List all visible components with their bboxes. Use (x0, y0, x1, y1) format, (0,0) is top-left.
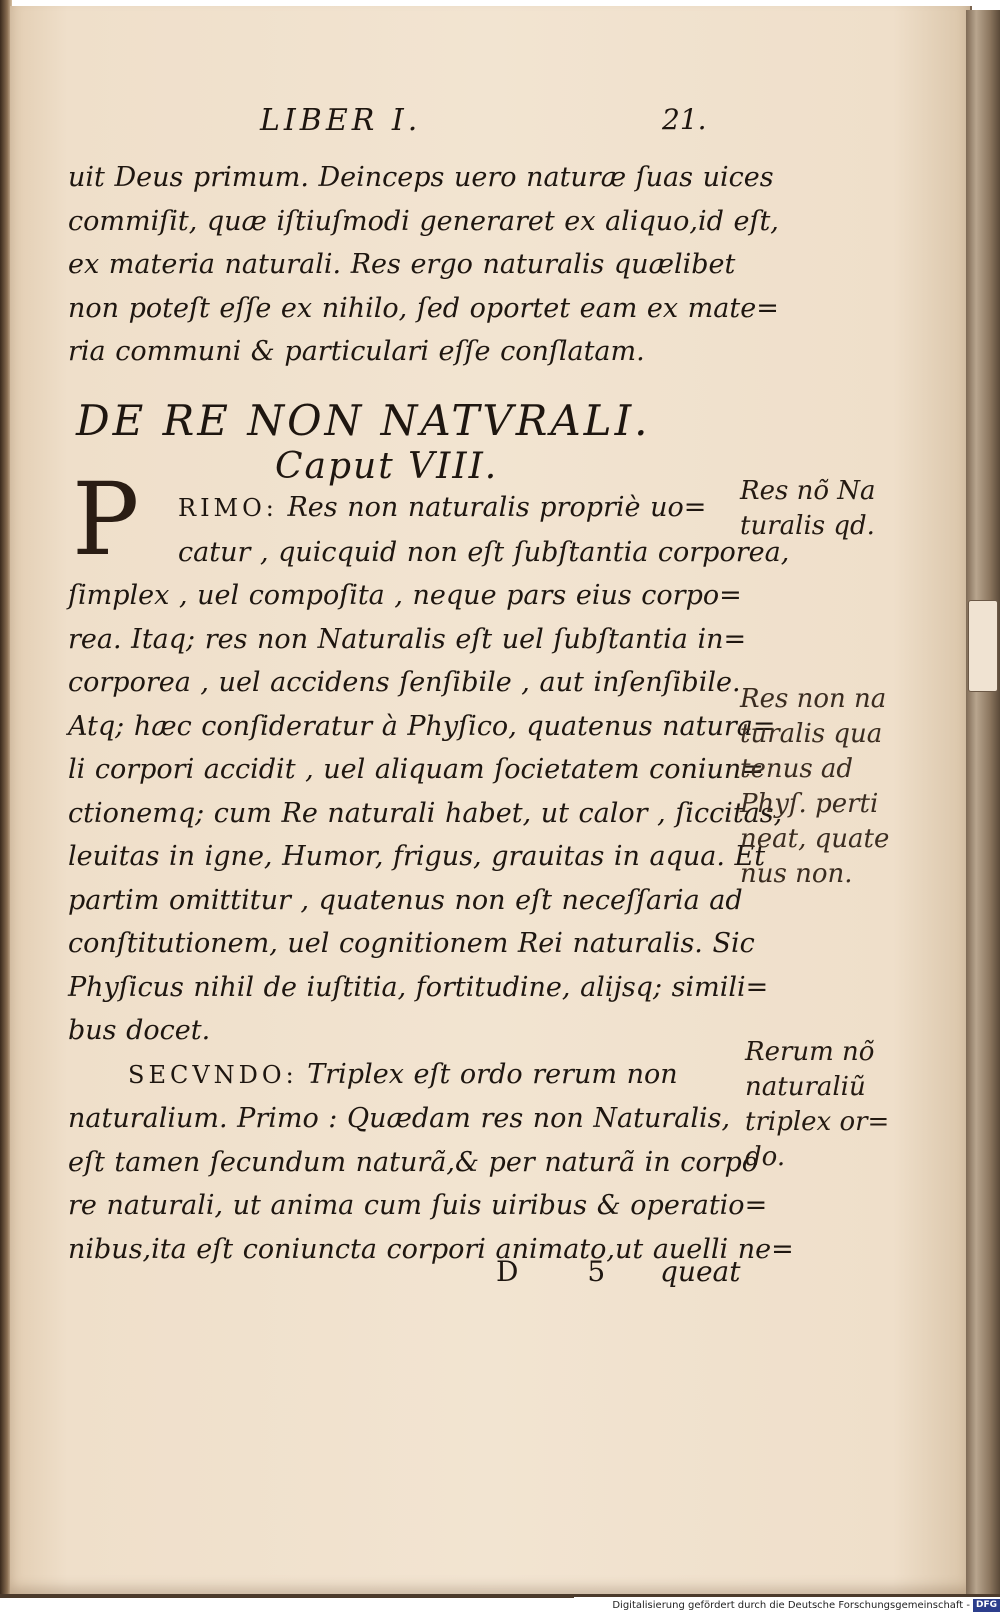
chapter-subheading: Caput VIII. (275, 446, 499, 487)
margin-note-line: Res nõ Na (740, 476, 876, 506)
text-line: rea. Itaq; res non Naturalis eſt uel ſubſtantia in= (68, 623, 747, 655)
text-line: commiſit, quæ iſtiuſmodi generaret ex aliquo,id eſt, (68, 205, 779, 237)
lead-word: SECVNDO: (128, 1060, 298, 1089)
text-line: ex materia naturali. Res ergo naturalis quælibet (68, 249, 736, 280)
text-line: non poteſt eſſe ex nihilo, ſed oportet eam ex mate= (68, 292, 779, 324)
margin-note (740, 474, 875, 544)
text-line: re naturali, ut anima cum ſuis uiribus & operatio= (68, 1190, 768, 1221)
margin-note-line: triplex or= (745, 1107, 890, 1137)
drop-cap: P (72, 461, 140, 578)
text-line: ſimplex , uel compoſita , neque pars eius corpo= (68, 580, 742, 611)
text-line: eſt tamen ſecundum naturã,& per naturã in corpo (68, 1146, 759, 1178)
margin-note-line: tenus ad (740, 754, 854, 784)
text-line: Phyſicus nihil de iuſtitia, fortitudine, alijsq; simili= (68, 971, 769, 1003)
text-line (68, 486, 748, 531)
catchword: queat (660, 1255, 741, 1288)
intro-paragraph (68, 156, 779, 374)
digitization-credit (574, 1597, 1000, 1615)
dfg-logo: DFG (973, 1599, 1000, 1612)
credit-text: Digitalisierung gefördert durch die Deutsche Forschungsgemeinschaft - (612, 1600, 970, 1611)
margin-note-line: neat, quate (740, 824, 890, 854)
margin-note (740, 682, 889, 892)
margin-note-line: turalis qd. (740, 511, 875, 541)
text-line: conſtitutionem, uel cognitionem Rei naturalis. Sic (68, 928, 755, 959)
signature-mark: D 5 (496, 1255, 636, 1288)
text-line: nibus,ita eſt coniuncta corpori animato,ut auelli ne= (68, 1233, 794, 1265)
text-line: partim omittitur , quatenus non eſt neceſſaria ad (68, 884, 743, 916)
margin-note-line: turalis qua (740, 719, 883, 749)
text-line (68, 1053, 748, 1098)
text-line-rest: Res non naturalis propriè uo= (277, 492, 707, 523)
paragraph-primo (68, 486, 794, 1271)
text-line: catur , quicquid non eſt ſubſtantia corporea, (178, 536, 790, 568)
margin-note-line: do. (745, 1142, 786, 1172)
running-head: LIBER I. (260, 103, 422, 138)
lead-word: RIMO: (178, 494, 278, 522)
text-line: Atq; hæc conſideratur à Phyſico, quatenus natura= (68, 710, 776, 742)
margin-note-line: Rerum nõ (745, 1037, 875, 1067)
margin-note-line: Res non na (740, 684, 887, 714)
text-line: uit Deus primum. Deinceps uero naturæ ſuas uices (68, 162, 774, 193)
text-line: ctionemq; cum Re naturali habet, ut calor , ſiccitas, (68, 797, 783, 829)
text-line: corporea , uel accidens ſenſibile , aut inſenſibile. (68, 667, 741, 698)
margin-note-line: nus non. (740, 859, 853, 889)
page-edge-tab (968, 600, 998, 692)
text-line-rest: Triplex eſt ordo rerum non (297, 1058, 678, 1090)
page-number: 21. (662, 103, 707, 136)
margin-note-line: Phyſ. perti (740, 789, 879, 819)
text-line: ria communi & particulari eſſe conſlatam. (68, 336, 645, 367)
margin-note (745, 1035, 889, 1175)
text-line: bus docet. (68, 1015, 211, 1046)
page-fore-edge (966, 10, 1000, 1596)
chapter-heading: DE RE NON NATVRALI. (76, 396, 651, 445)
text-line: leuitas in igne, Humor, frigus, grauitas in aqua. Et (68, 841, 766, 872)
text-line: naturalium. Primo : Quædam res non Naturalis, (68, 1103, 731, 1134)
margin-note-line: naturaliũ (745, 1072, 866, 1102)
text-line: li corpori accidit , uel aliquam ſocietatem coniun= (68, 754, 764, 785)
